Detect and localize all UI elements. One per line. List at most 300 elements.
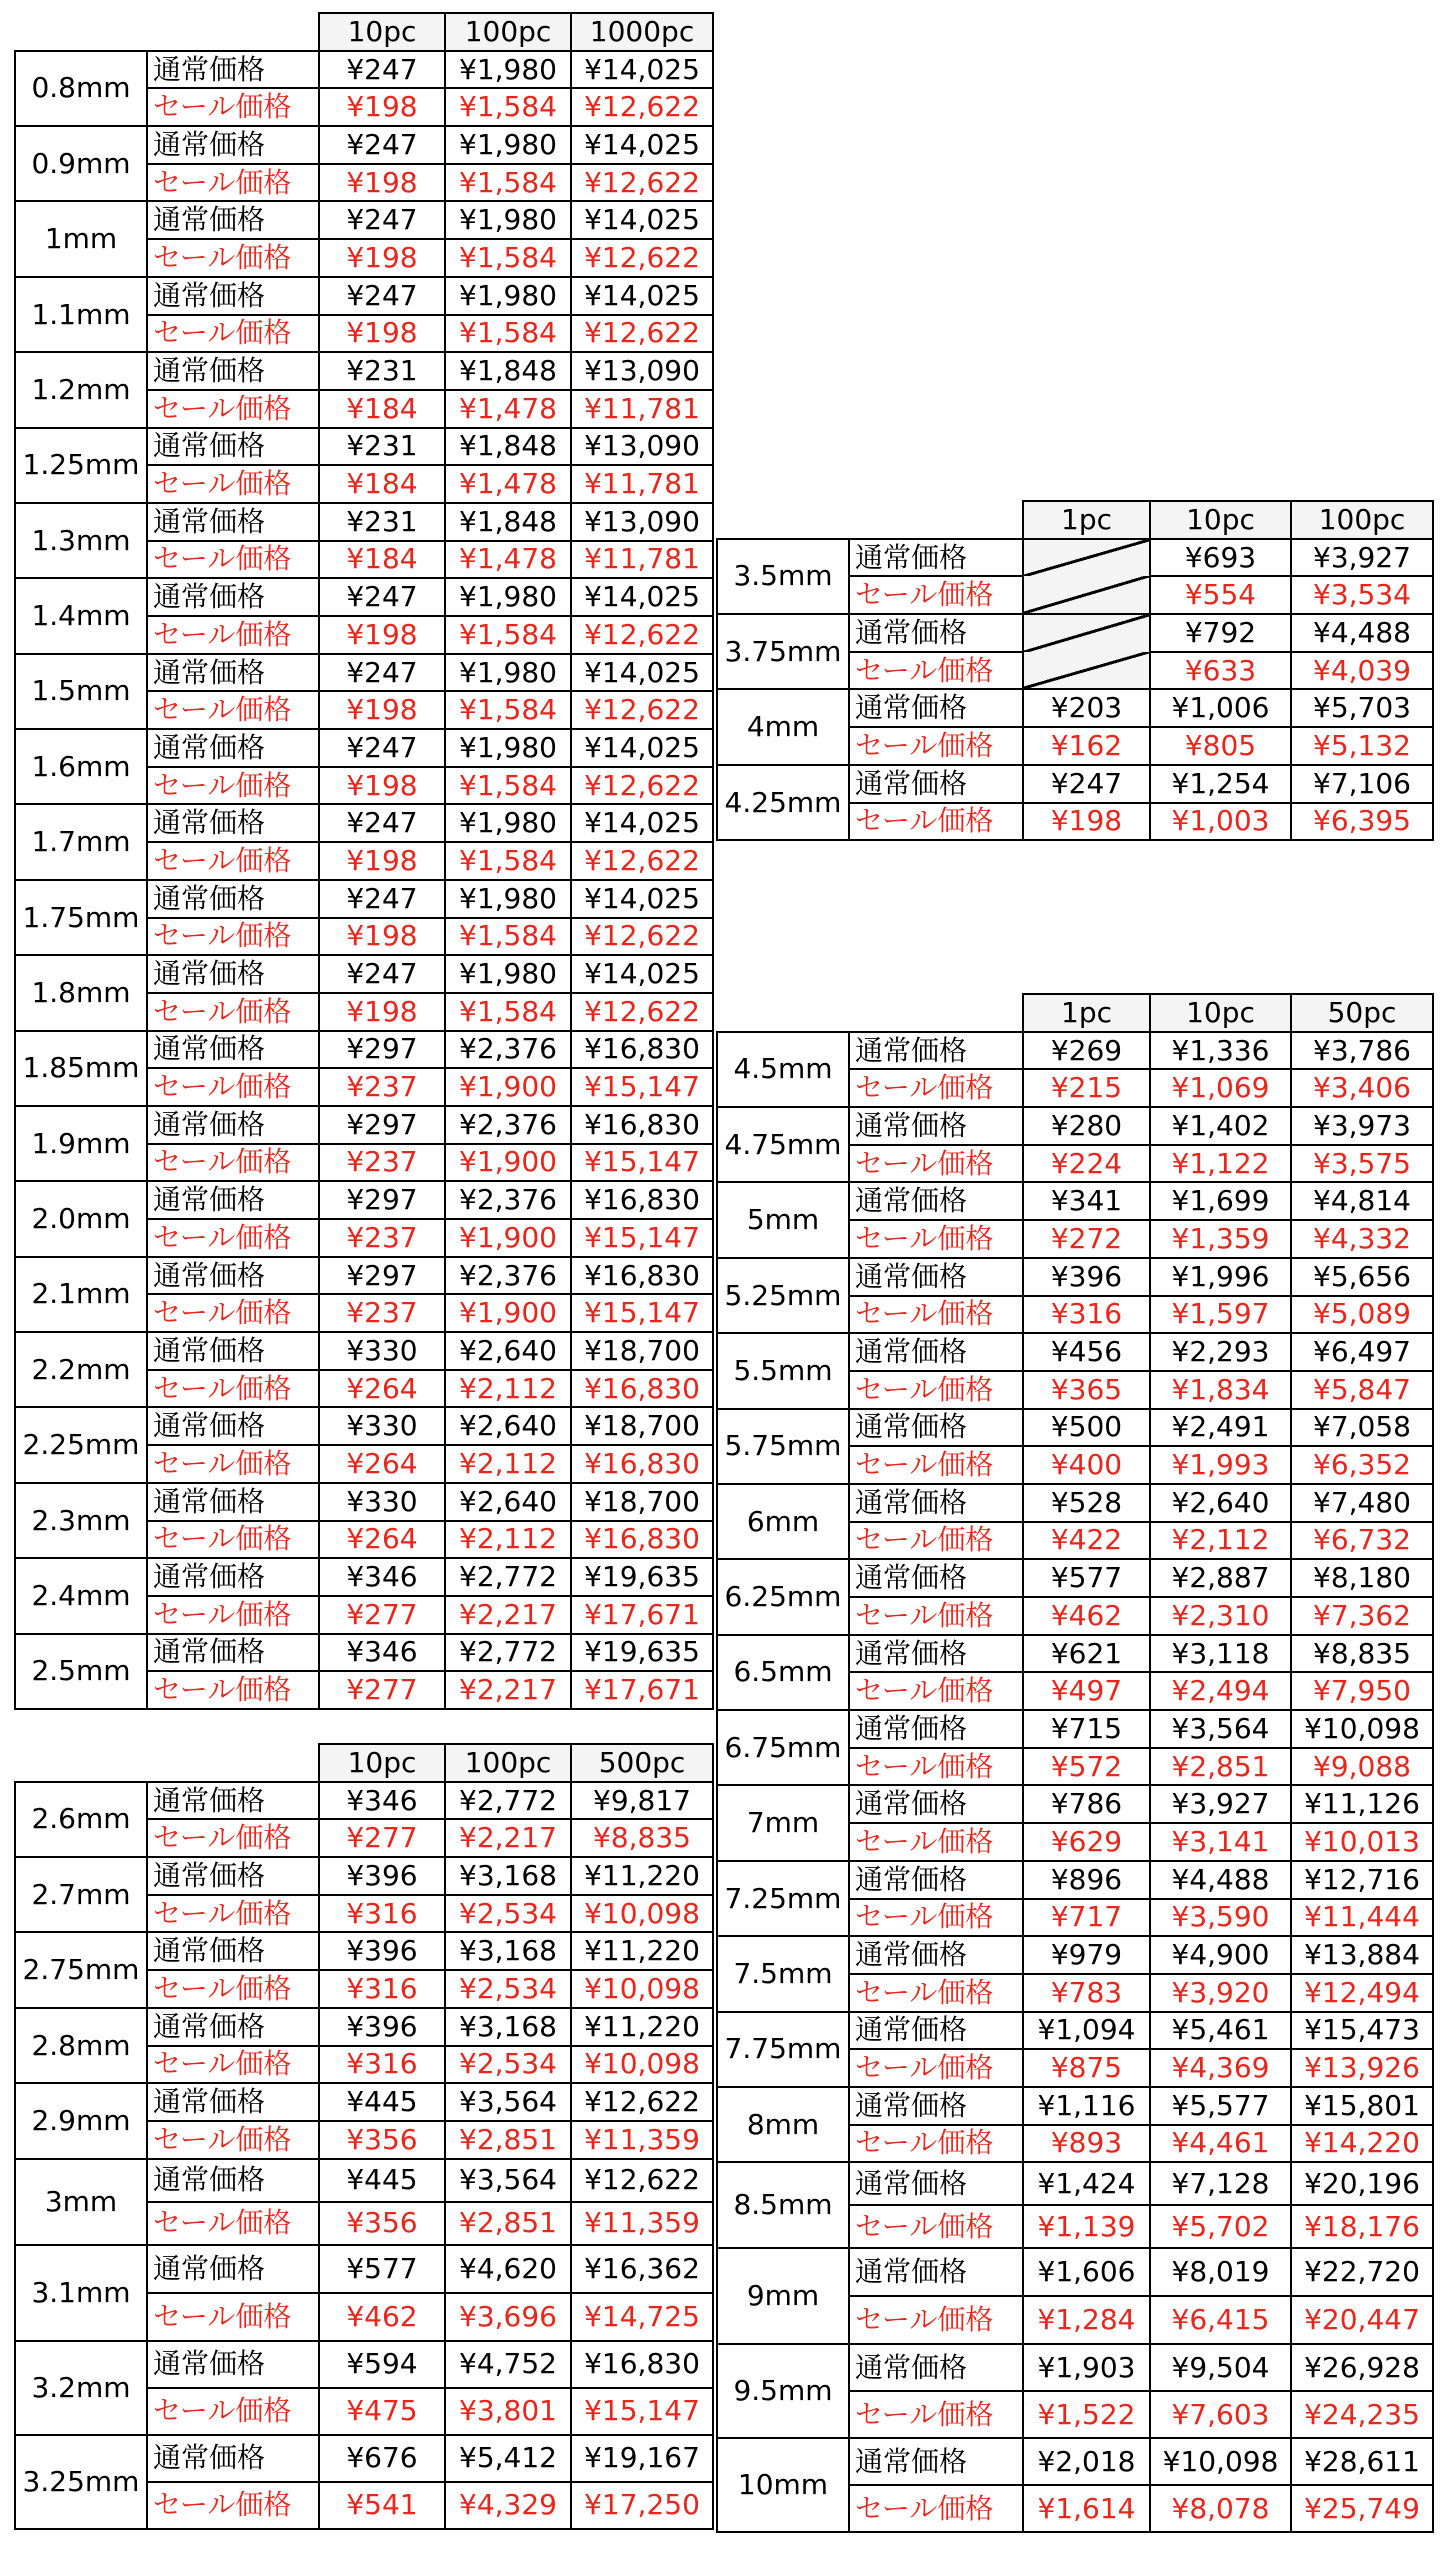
regular-price-cell: ¥1,980: [445, 578, 571, 616]
sale-price-cell: ¥554: [1150, 576, 1291, 614]
regular-price-cell: ¥14,025: [571, 578, 713, 616]
regular-price-cell: ¥28,611: [1291, 2438, 1433, 2485]
regular-price-cell: ¥346: [319, 1782, 445, 1820]
regular-price-cell: ¥16,830: [571, 1031, 713, 1069]
size-cell: 9.5mm: [717, 2344, 849, 2438]
sale-price-cell: ¥198: [319, 842, 445, 880]
sale-price-label: セール価格: [849, 1974, 1023, 2012]
regular-price-label: 通常価格: [849, 614, 1023, 652]
sale-price-cell: ¥5,702: [1150, 2205, 1291, 2248]
header-row: [15, 1744, 713, 1782]
sale-price-label: セール価格: [147, 88, 319, 126]
price-table-4.5-10mm: [716, 993, 1434, 2533]
size-cell: 2.1mm: [15, 1257, 147, 1332]
sale-price-cell: ¥1,584: [445, 767, 571, 805]
regular-price-label: 通常価格: [147, 503, 319, 541]
sale-price-cell: ¥11,444: [1291, 1899, 1433, 1937]
regular-price-label: 通常価格: [147, 1483, 319, 1521]
regular-price-cell: ¥7,106: [1291, 765, 1433, 803]
regular-price-row: [15, 503, 713, 541]
sale-price-cell: ¥198: [319, 239, 445, 277]
sale-price-cell: ¥3,590: [1150, 1899, 1291, 1937]
sale-price-cell: ¥4,039: [1291, 652, 1433, 690]
regular-price-label: 通常価格: [147, 1257, 319, 1295]
regular-price-cell: ¥1,980: [445, 51, 571, 89]
sale-price-cell: ¥16,830: [571, 1445, 713, 1483]
sale-price-cell: ¥10,098: [571, 1895, 713, 1933]
regular-price-cell: ¥693: [1150, 539, 1291, 577]
regular-price-cell: ¥577: [1023, 1559, 1150, 1597]
size-cell: 2.0mm: [15, 1181, 147, 1256]
sale-price-cell: ¥2,534: [445, 1895, 571, 1933]
regular-price-row: [15, 1932, 713, 1970]
regular-price-cell: ¥20,196: [1291, 2162, 1433, 2205]
regular-price-cell: ¥715: [1023, 1710, 1150, 1748]
regular-price-cell: ¥1,006: [1150, 689, 1291, 727]
regular-price-row: [717, 1785, 1433, 1823]
regular-price-cell: ¥247: [319, 51, 445, 89]
sale-price-cell: ¥572: [1023, 1748, 1150, 1786]
sale-price-cell: ¥3,801: [445, 2388, 571, 2435]
regular-price-cell: ¥3,927: [1291, 539, 1433, 577]
regular-price-row: [717, 1182, 1433, 1220]
sale-price-cell: ¥237: [319, 1294, 445, 1332]
sale-price-label: セール価格: [147, 465, 319, 503]
sale-price-cell: ¥4,332: [1291, 1220, 1433, 1258]
regular-price-label: 通常価格: [849, 1710, 1023, 1748]
sale-price-cell: ¥2,534: [445, 2046, 571, 2084]
sale-price-cell: ¥356: [319, 2121, 445, 2159]
regular-price-cell: ¥1,254: [1150, 765, 1291, 803]
regular-price-cell: ¥15,473: [1291, 2012, 1433, 2050]
size-cell: 1.4mm: [15, 578, 147, 653]
regular-price-cell: ¥3,168: [445, 1857, 571, 1895]
regular-price-cell: ¥2,640: [445, 1332, 571, 1370]
sale-price-cell: ¥198: [319, 918, 445, 956]
sale-price-cell: ¥11,781: [571, 390, 713, 428]
not-available-cell: [1023, 539, 1150, 577]
sale-price-label: セール価格: [147, 767, 319, 805]
regular-price-label: 通常価格: [849, 2344, 1023, 2391]
header-row: [15, 13, 713, 51]
regular-price-label: 通常価格: [849, 689, 1023, 727]
sale-price-label: セール価格: [147, 2293, 319, 2341]
sale-price-cell: ¥11,781: [571, 465, 713, 503]
sale-price-cell: ¥15,147: [571, 1219, 713, 1257]
regular-price-cell: ¥346: [319, 1634, 445, 1672]
sale-price-cell: ¥1,834: [1150, 1371, 1291, 1409]
size-cell: 7.5mm: [717, 1936, 849, 2011]
sale-price-cell: ¥4,369: [1150, 2049, 1291, 2087]
size-cell: 4.5mm: [717, 1032, 849, 1107]
regular-price-cell: ¥247: [319, 880, 445, 918]
sale-price-label: セール価格: [147, 1521, 319, 1559]
regular-price-label: 通常価格: [849, 1861, 1023, 1899]
size-cell: 1.25mm: [15, 428, 147, 503]
sale-price-cell: ¥10,098: [571, 1970, 713, 2008]
regular-price-label: 通常価格: [147, 201, 319, 239]
sale-price-cell: ¥184: [319, 390, 445, 428]
regular-price-row: [15, 428, 713, 466]
sale-price-cell: ¥316: [319, 1970, 445, 2008]
regular-price-label: 通常価格: [147, 1031, 319, 1069]
regular-price-row: [717, 2087, 1433, 2125]
size-cell: 3.25mm: [15, 2435, 147, 2529]
sale-price-cell: ¥1,069: [1150, 1069, 1291, 1107]
regular-price-row: [717, 1559, 1433, 1597]
sale-price-label: セール価格: [849, 1748, 1023, 1786]
regular-price-label: 通常価格: [147, 352, 319, 390]
sale-price-cell: ¥198: [319, 164, 445, 202]
size-cell: 2.3mm: [15, 1483, 147, 1558]
sale-price-label: セール価格: [849, 727, 1023, 765]
sale-price-cell: ¥12,622: [571, 164, 713, 202]
sale-price-cell: ¥5,132: [1291, 727, 1433, 765]
regular-price-row: [15, 729, 713, 767]
regular-price-cell: ¥396: [319, 2008, 445, 2046]
regular-price-label: 通常価格: [147, 2008, 319, 2046]
sale-price-label: セール価格: [849, 2485, 1023, 2532]
size-cell: 5mm: [717, 1182, 849, 1257]
sale-price-cell: ¥1,478: [445, 541, 571, 579]
regular-price-row: [15, 126, 713, 164]
regular-price-cell: ¥14,025: [571, 126, 713, 164]
regular-price-cell: ¥3,786: [1291, 1032, 1433, 1070]
sale-price-cell: ¥11,359: [571, 2121, 713, 2159]
regular-price-row: [717, 1861, 1433, 1899]
sale-price-cell: ¥2,112: [445, 1521, 571, 1559]
size-cell: 6.5mm: [717, 1635, 849, 1710]
regular-price-cell: ¥19,635: [571, 1558, 713, 1596]
regular-price-row: [717, 1032, 1433, 1070]
size-cell: 7mm: [717, 1785, 849, 1860]
sale-price-cell: ¥1,584: [445, 88, 571, 126]
sale-price-cell: ¥12,622: [571, 239, 713, 277]
regular-price-cell: ¥14,025: [571, 201, 713, 239]
sale-price-cell: ¥1,993: [1150, 1446, 1291, 1484]
regular-price-row: [717, 2162, 1433, 2205]
regular-price-cell: ¥1,094: [1023, 2012, 1150, 2050]
regular-price-cell: ¥12,622: [571, 2083, 713, 2121]
size-cell: 3.75mm: [717, 614, 849, 689]
sale-price-label: セール価格: [147, 390, 319, 428]
regular-price-cell: ¥14,025: [571, 880, 713, 918]
regular-price-cell: ¥2,376: [445, 1031, 571, 1069]
size-cell: 6mm: [717, 1484, 849, 1559]
regular-price-row: [15, 1106, 713, 1144]
regular-price-cell: ¥4,488: [1291, 614, 1433, 652]
regular-price-label: 通常価格: [147, 1181, 319, 1219]
sale-price-cell: ¥1,584: [445, 239, 571, 277]
size-cell: 2.75mm: [15, 1932, 147, 2007]
sale-price-cell: ¥783: [1023, 1974, 1150, 2012]
regular-price-label: 通常価格: [147, 2245, 319, 2293]
size-cell: 1.3mm: [15, 503, 147, 578]
regular-price-label: 通常価格: [849, 1258, 1023, 1296]
sale-price-cell: ¥1,597: [1150, 1296, 1291, 1334]
size-cell: 5.25mm: [717, 1258, 849, 1333]
sale-price-cell: ¥215: [1023, 1069, 1150, 1107]
regular-price-cell: ¥5,461: [1150, 2012, 1291, 2050]
quantity-header: 100pc: [1291, 501, 1433, 539]
regular-price-cell: ¥2,018: [1023, 2438, 1150, 2485]
regular-price-label: 通常価格: [147, 1782, 319, 1820]
sale-price-cell: ¥237: [319, 1068, 445, 1106]
regular-price-row: [717, 1710, 1433, 1748]
sale-price-cell: ¥15,147: [571, 1068, 713, 1106]
sale-price-cell: ¥264: [319, 1370, 445, 1408]
regular-price-cell: ¥1,402: [1150, 1107, 1291, 1145]
regular-price-cell: ¥16,830: [571, 2341, 713, 2388]
regular-price-cell: ¥247: [1023, 765, 1150, 803]
sale-price-cell: ¥316: [319, 2046, 445, 2084]
sale-price-cell: ¥198: [319, 691, 445, 729]
regular-price-label: 通常価格: [849, 1484, 1023, 1522]
regular-price-label: 通常価格: [147, 880, 319, 918]
regular-price-cell: ¥247: [319, 654, 445, 692]
sale-price-cell: ¥1,900: [445, 1068, 571, 1106]
sale-price-cell: ¥475: [319, 2388, 445, 2435]
regular-price-row: [717, 1107, 1433, 1145]
regular-price-label: 通常価格: [147, 1932, 319, 1970]
sale-price-cell: ¥2,534: [445, 1970, 571, 2008]
sale-price-label: セール価格: [849, 576, 1023, 614]
sale-price-cell: ¥264: [319, 1521, 445, 1559]
regular-price-cell: ¥330: [319, 1407, 445, 1445]
sale-price-cell: ¥198: [319, 767, 445, 805]
sale-price-cell: ¥1,478: [445, 390, 571, 428]
regular-price-row: [15, 51, 713, 89]
sale-price-cell: ¥2,851: [445, 2202, 571, 2245]
sale-price-cell: ¥198: [319, 88, 445, 126]
regular-price-label: 通常価格: [147, 955, 319, 993]
regular-price-cell: ¥396: [319, 1857, 445, 1895]
regular-price-cell: ¥16,362: [571, 2245, 713, 2293]
quantity-header: 10pc: [1150, 501, 1291, 539]
sale-price-cell: ¥237: [319, 1219, 445, 1257]
sale-price-label: セール価格: [849, 1597, 1023, 1635]
regular-price-cell: ¥2,772: [445, 1634, 571, 1672]
size-cell: 5.5mm: [717, 1333, 849, 1408]
regular-price-cell: ¥577: [319, 2245, 445, 2293]
regular-price-cell: ¥10,098: [1150, 2438, 1291, 2485]
sale-price-cell: ¥25,749: [1291, 2485, 1433, 2532]
regular-price-cell: ¥297: [319, 1031, 445, 1069]
quantity-header: 10pc: [319, 13, 445, 51]
regular-price-cell: ¥979: [1023, 1936, 1150, 1974]
sale-price-label: セール価格: [147, 1370, 319, 1408]
regular-price-row: [15, 2341, 713, 2388]
regular-price-label: 通常価格: [147, 2159, 319, 2202]
quantity-header: 1pc: [1023, 994, 1150, 1032]
sale-price-label: セール価格: [849, 2049, 1023, 2087]
sale-price-cell: ¥1,584: [445, 164, 571, 202]
sale-price-label: セール価格: [849, 1899, 1023, 1937]
size-cell: 2.5mm: [15, 1634, 147, 1709]
sale-price-label: セール価格: [147, 239, 319, 277]
regular-price-cell: ¥2,640: [445, 1483, 571, 1521]
regular-price-cell: ¥203: [1023, 689, 1150, 727]
regular-price-cell: ¥12,622: [571, 2159, 713, 2202]
sale-price-label: セール価格: [147, 1596, 319, 1634]
regular-price-label: 通常価格: [147, 1407, 319, 1445]
regular-price-cell: ¥3,973: [1291, 1107, 1433, 1145]
regular-price-cell: ¥3,564: [445, 2083, 571, 2121]
sale-price-label: セール価格: [849, 1823, 1023, 1861]
sale-price-cell: ¥8,078: [1150, 2485, 1291, 2532]
regular-price-label: 通常価格: [147, 126, 319, 164]
regular-price-row: [15, 1558, 713, 1596]
sale-price-cell: ¥3,575: [1291, 1145, 1433, 1183]
sale-price-cell: ¥17,671: [571, 1671, 713, 1709]
regular-price-row: [15, 2245, 713, 2293]
quantity-header: 100pc: [445, 1744, 571, 1782]
regular-price-row: [15, 1634, 713, 1672]
regular-price-row: [15, 2435, 713, 2482]
sale-price-cell: ¥3,406: [1291, 1069, 1433, 1107]
sale-price-cell: ¥12,622: [571, 842, 713, 880]
size-cell: 1.6mm: [15, 729, 147, 804]
regular-price-row: [15, 1181, 713, 1219]
regular-price-row: [717, 539, 1433, 577]
sale-price-cell: ¥272: [1023, 1220, 1150, 1258]
regular-price-cell: ¥7,128: [1150, 2162, 1291, 2205]
regular-price-cell: ¥18,700: [571, 1332, 713, 1370]
sale-price-cell: ¥277: [319, 1819, 445, 1857]
sale-price-cell: ¥12,494: [1291, 1974, 1433, 2012]
sale-price-label: セール価格: [147, 1895, 319, 1933]
regular-price-cell: ¥445: [319, 2083, 445, 2121]
sale-price-cell: ¥541: [319, 2482, 445, 2529]
regular-price-row: [15, 1257, 713, 1295]
regular-price-row: [717, 765, 1433, 803]
regular-price-cell: ¥247: [319, 804, 445, 842]
sale-price-cell: ¥198: [319, 616, 445, 654]
regular-price-cell: ¥1,848: [445, 352, 571, 390]
price-table-0.8-2.5mm: [14, 12, 714, 1710]
sale-price-cell: ¥20,447: [1291, 2296, 1433, 2344]
sale-price-cell: ¥15,147: [571, 2388, 713, 2435]
sale-price-cell: ¥717: [1023, 1899, 1150, 1937]
regular-price-label: 通常価格: [849, 1333, 1023, 1371]
sale-price-cell: ¥1,478: [445, 465, 571, 503]
sale-price-cell: ¥629: [1023, 1823, 1150, 1861]
regular-price-label: 通常価格: [849, 1182, 1023, 1220]
regular-price-cell: ¥1,424: [1023, 2162, 1150, 2205]
sale-price-label: セール価格: [849, 803, 1023, 841]
sale-price-cell: ¥1,584: [445, 691, 571, 729]
sale-price-label: セール価格: [849, 2205, 1023, 2248]
regular-price-row: [15, 578, 713, 616]
regular-price-cell: ¥1,980: [445, 955, 571, 993]
sale-price-cell: ¥6,395: [1291, 803, 1433, 841]
size-cell: 7.75mm: [717, 2012, 849, 2087]
size-cell: 5.75mm: [717, 1409, 849, 1484]
sale-price-cell: ¥422: [1023, 1522, 1150, 1560]
regular-price-cell: ¥10,098: [1291, 1710, 1433, 1748]
regular-price-row: [15, 804, 713, 842]
regular-price-cell: ¥5,577: [1150, 2087, 1291, 2125]
sale-price-cell: ¥1,584: [445, 918, 571, 956]
regular-price-cell: ¥247: [319, 729, 445, 767]
sale-price-label: セール価格: [849, 1296, 1023, 1334]
sale-price-cell: ¥198: [319, 315, 445, 353]
size-cell: 8mm: [717, 2087, 849, 2162]
sale-price-cell: ¥893: [1023, 2125, 1150, 2163]
regular-price-label: 通常価格: [147, 51, 319, 89]
regular-price-label: 通常価格: [849, 1559, 1023, 1597]
size-cell: 4.25mm: [717, 765, 849, 840]
regular-price-cell: ¥5,412: [445, 2435, 571, 2482]
sale-price-label: セール価格: [147, 1068, 319, 1106]
regular-price-label: 通常価格: [147, 2341, 319, 2388]
sale-price-cell: ¥4,461: [1150, 2125, 1291, 2163]
regular-price-label: 通常価格: [147, 1558, 319, 1596]
sale-price-label: セール価格: [147, 842, 319, 880]
size-cell: 1.75mm: [15, 880, 147, 955]
sale-price-cell: ¥2,217: [445, 1671, 571, 1709]
sale-price-cell: ¥2,112: [445, 1445, 571, 1483]
size-cell: 1.9mm: [15, 1106, 147, 1181]
size-cell: 0.9mm: [15, 126, 147, 201]
regular-price-cell: ¥231: [319, 352, 445, 390]
not-available-cell: [1023, 614, 1150, 652]
size-cell: 2.2mm: [15, 1332, 147, 1407]
sale-price-label: セール価格: [147, 1219, 319, 1257]
regular-price-cell: ¥500: [1023, 1409, 1150, 1447]
regular-price-cell: ¥1,903: [1023, 2344, 1150, 2391]
size-cell: 2.4mm: [15, 1558, 147, 1633]
regular-price-label: 通常価格: [849, 2438, 1023, 2485]
regular-price-cell: ¥2,887: [1150, 1559, 1291, 1597]
size-cell: 1.8mm: [15, 955, 147, 1030]
regular-price-row: [717, 2248, 1433, 2296]
sale-price-cell: ¥1,003: [1150, 803, 1291, 841]
regular-price-label: 通常価格: [147, 1634, 319, 1672]
sale-price-cell: ¥18,176: [1291, 2205, 1433, 2248]
sale-price-cell: ¥6,732: [1291, 1522, 1433, 1560]
regular-price-row: [717, 1409, 1433, 1447]
regular-price-label: 通常価格: [147, 277, 319, 315]
quantity-header: 10pc: [1150, 994, 1291, 1032]
regular-price-cell: ¥1,980: [445, 654, 571, 692]
sale-price-cell: ¥15,147: [571, 1294, 713, 1332]
regular-price-cell: ¥11,220: [571, 2008, 713, 2046]
quantity-header: 50pc: [1291, 994, 1433, 1032]
sale-price-cell: ¥12,622: [571, 918, 713, 956]
sale-price-cell: ¥10,013: [1291, 1823, 1433, 1861]
regular-price-cell: ¥1,116: [1023, 2087, 1150, 2125]
regular-price-cell: ¥1,980: [445, 277, 571, 315]
sale-price-cell: ¥633: [1150, 652, 1291, 690]
regular-price-cell: ¥247: [319, 578, 445, 616]
sale-price-cell: ¥3,141: [1150, 1823, 1291, 1861]
sale-price-label: セール価格: [147, 691, 319, 729]
not-available-cell: [1023, 576, 1150, 614]
price-table-2.6-3.25mm: [14, 1743, 714, 2530]
regular-price-label: 通常価格: [849, 1409, 1023, 1447]
quantity-header: 10pc: [319, 1744, 445, 1782]
sale-price-label: セール価格: [147, 918, 319, 956]
size-cell: 3mm: [15, 2159, 147, 2245]
regular-price-row: [717, 1635, 1433, 1673]
regular-price-cell: ¥1,848: [445, 503, 571, 541]
sale-price-label: セール価格: [147, 1671, 319, 1709]
regular-price-cell: ¥786: [1023, 1785, 1150, 1823]
regular-price-cell: ¥396: [319, 1932, 445, 1970]
regular-price-cell: ¥280: [1023, 1107, 1150, 1145]
sale-price-label: セール価格: [147, 315, 319, 353]
